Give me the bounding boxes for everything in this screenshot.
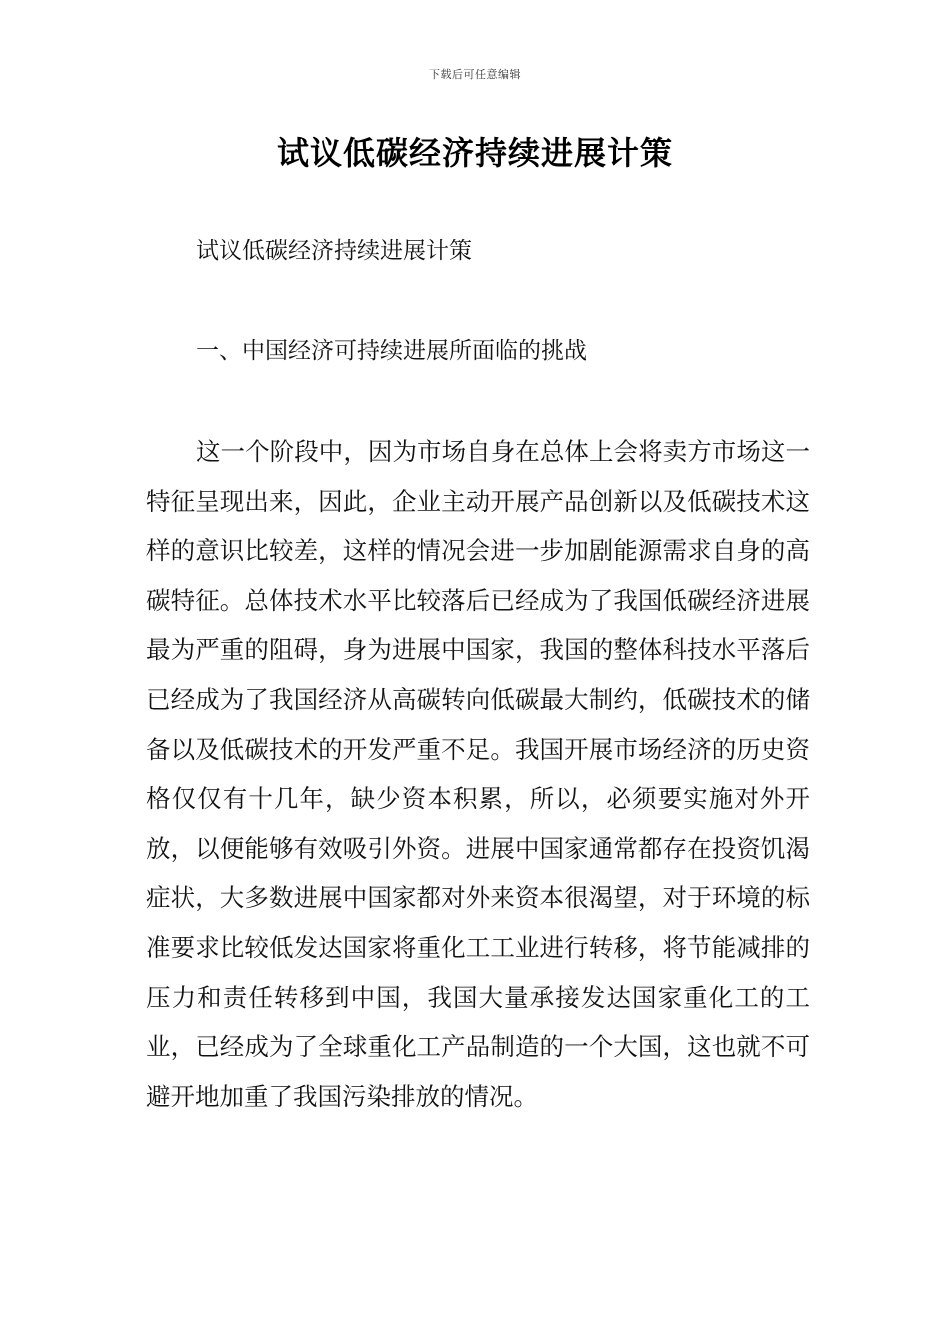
document-subtitle: 试议低碳经济持续进展计策 <box>196 238 472 264</box>
section-heading: 一、中国经济可持续进展所面临的挑战 <box>196 338 587 364</box>
header-note: 下载后可任意编辑 <box>429 68 521 81</box>
document-title: 试议低碳经济持续进展计策 <box>276 134 673 172</box>
body-paragraph: 这一个阶段中，因为市场自身在总体上会将卖方市场这一特征呈现出来，因此，企业主动开展产品创新以及低碳技术这样的意识比较差，这样的情况会进一步加剧能源需求自身的高碳特征。总体技术水平比较落后已经成为了我国低碳经济进展最为严重的阻碍，身为进展中国家，我国的整体科技水平落后已经成为了我国经济从高碳转向低碳最大制约，低碳技术的储备以及低碳技术的开发严重不足。我国开展市场经济的历史资格仅仅有十几年，缺少资本积累，所以，必须要实施对外开放，以便能够有效吸引外资。进展中国家通常都存在投资饥渴症状，大多数进展中国家都对外来资本很渴望，对于环境的标准要求比较低发达国家将重化工工业进行转移，将节能减排的压力和责任转移到中国，我国大量承接发达国家重化工的工业，已经成为了全球重化工产品制造的一个大国，这也就不可避开地加重了我国污染排放的情况。 <box>146 437 810 1111</box>
